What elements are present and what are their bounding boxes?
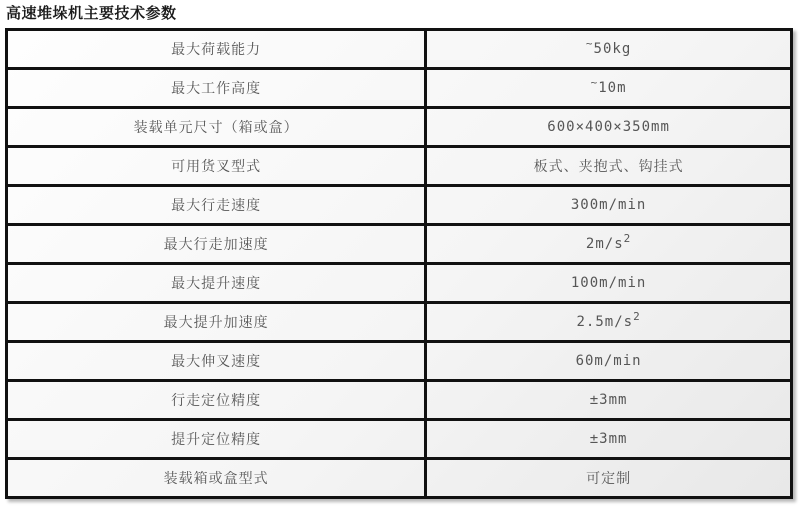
table-row: [7, 420, 792, 459]
param-label: 装载单元尺寸（箱或盒）: [7, 108, 426, 147]
spec-table-body: [7, 30, 792, 498]
table-row: [7, 381, 792, 420]
table-row: [7, 186, 792, 225]
param-value: ±3mm: [426, 420, 792, 459]
param-value: $2m/s^2$: [426, 225, 792, 264]
param-value: $2.5m/s^2$: [426, 303, 792, 342]
spec-table: [5, 28, 793, 499]
param-label: 最大行走加速度: [7, 225, 426, 264]
param-label: 装载箱或盒型式: [7, 459, 426, 498]
approx-tilde-sup: ~: [590, 76, 599, 89]
param-value: ~50kg: [426, 30, 792, 69]
table-row: [7, 225, 792, 264]
param-value: 600×400×350mm: [426, 108, 792, 147]
param-label: 最大荷载能力: [7, 30, 426, 69]
param-value: ~10m: [426, 69, 792, 108]
param-label: 最大行走速度: [7, 186, 426, 225]
page-title: 高速堆垛机主要技术参数: [6, 5, 177, 22]
param-value: 60m/min: [426, 342, 792, 381]
param-value: ±3mm: [426, 381, 792, 420]
param-value: 可定制: [426, 459, 792, 498]
table-row: [7, 342, 792, 381]
table-row: [7, 30, 792, 69]
table-row: [7, 108, 792, 147]
param-value: 100m/min: [426, 264, 792, 303]
param-label: 最大工作高度: [7, 69, 426, 108]
param-value: 300m/min: [426, 186, 792, 225]
table-row: [7, 303, 792, 342]
table-row: [7, 147, 792, 186]
param-label: 最大提升加速度: [7, 303, 426, 342]
param-label: 最大提升速度: [7, 264, 426, 303]
param-label: 提升定位精度: [7, 420, 426, 459]
table-row: [7, 69, 792, 108]
table-row: [7, 459, 792, 498]
param-label: 可用货叉型式: [7, 147, 426, 186]
param-label: 最大伸叉速度: [7, 342, 426, 381]
param-value: 板式、夹抱式、钩挂式: [426, 147, 792, 186]
exponent-sup: 2: [633, 310, 641, 323]
exponent-sup: 2: [623, 232, 632, 245]
param-label: 行走定位精度: [7, 381, 426, 420]
approx-tilde-sup: ~: [585, 37, 594, 50]
table-row: [7, 264, 792, 303]
